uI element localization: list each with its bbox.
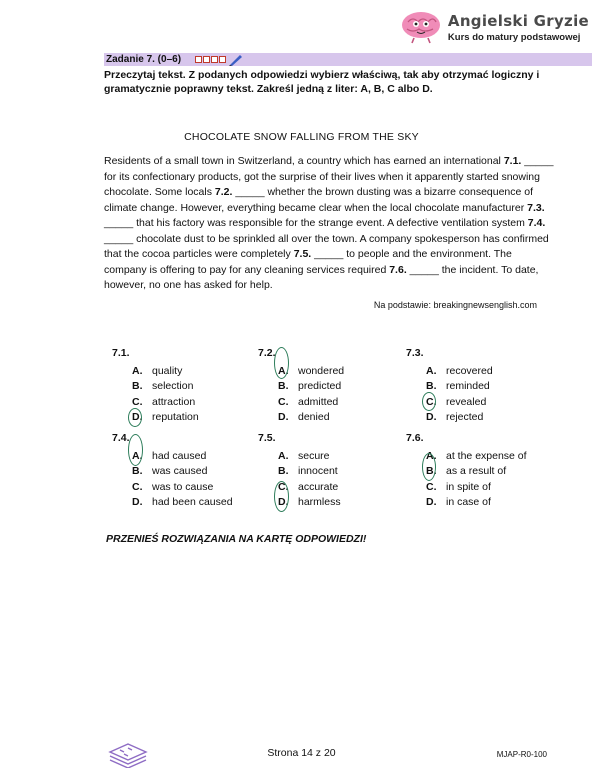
brand-title: Angielski Gryzie [447,11,589,30]
option-d[interactable]: D. in case of [426,496,491,509]
question-number: 7.1. [112,347,130,359]
gap-7-3: 7.3. [527,201,545,214]
option-b[interactable]: B. predicted [278,380,342,393]
text-title: CHOCOLATE SNOW FALLING FROM THE SKY [184,131,419,143]
reading-passage: Residents of a small town in Switzerland, a country which has earned an international 7.1. _____ for its confectionary products, got the surprise of their lives when it apparently started snowing chocolate. Some locals 7.2. _____ whether the brown dusting was a bizarre consequence of climate change. However, everything became clear when the local chocolate manufacturer 7.3. _____ that his factory was responsible for the strange event. A defective ventilation system 7.4. _____ chocolate dust to be sprinkled all over the town. A company spokesperson has confirmed that the cocoa particles were completely 7.5. _____ to people and the environment. The company is offering to pay for any cleaning services required 7.6. _____ the incident. To date, however, no one has asked for help. [104,155,554,291]
option-b[interactable]: B. reminded [426,380,490,393]
question-number: 7.2. [258,347,276,359]
question-number: 7.5. [258,432,276,444]
answer-circle [128,434,143,466]
option-a[interactable]: A. at the expense of [426,449,527,462]
score-boxes [195,56,226,63]
page-number: Strona 14 z 20 [267,747,336,759]
gap-7-2: 7.2. [214,186,233,198]
option-d[interactable]: D. denied [278,411,330,424]
option-a[interactable]: A. secure [278,449,330,462]
option-a[interactable]: A. quality [132,364,183,377]
answer-circle [422,392,436,411]
brand-subtitle: Kurs do matury podstawowej [447,31,581,43]
option-b[interactable]: B. was caused [132,465,208,478]
brain-logo-icon [400,10,442,44]
task-instruction: Przeczytaj tekst. Z podanych odpowiedzi wybierz właściwą, tak aby otrzymać logiczny i gramatycznie poprawny tekst. Zakreśl jedną z liter: A, B, C albo D. [104,69,540,95]
question-7-3 [406,347,493,425]
option-a[interactable]: A. had caused [112,448,233,464]
gap-7-5: 7.5. [293,248,312,260]
gap-7-6: 7.6. [389,263,407,276]
option-c[interactable]: C. attraction [132,395,196,408]
option-c[interactable]: C. admitted [278,395,339,408]
gap-7-1: 7.1. [503,155,522,167]
option-d[interactable]: D. harmless [258,495,341,511]
task-label: Zadanie 7. (0–6) [106,54,182,65]
question-number: 7.3. [406,347,424,359]
answer-circle [128,408,142,427]
option-c[interactable]: C. in spite of [426,480,491,493]
question-7-4 [112,432,233,510]
question-7-5 [258,432,341,510]
question-7-2 [258,347,344,425]
answer-circle [422,453,436,481]
option-c[interactable]: C. accurate [278,480,339,493]
option-a[interactable]: A. recovered [426,364,493,377]
answer-circle [274,347,289,379]
option-d[interactable]: D. had been caused [132,496,233,509]
question-number: 7.6. [406,432,424,444]
option-a[interactable]: A. wondered [258,363,344,379]
gap-7-4: 7.4. [527,217,546,229]
option-c[interactable]: C. revealed [406,394,493,410]
question-7-1 [112,347,199,425]
task-bar [104,53,592,66]
option-c[interactable]: C. was to cause [132,480,214,493]
brand-header [400,10,589,44]
source-note: Na podstawie: breakingnewsenglish.com [373,300,537,310]
option-b[interactable]: B. as a result of [406,464,527,480]
answer-circle [274,481,289,512]
option-b[interactable]: B. selection [132,380,194,393]
option-d[interactable]: D. reputation [112,410,199,426]
option-d[interactable]: D. rejected [426,411,484,424]
transfer-instruction: PRZENIEŚ ROZWIĄZANIA NA KARTĘ ODPOWIEDZI! [106,533,367,545]
question-7-6 [406,432,527,510]
question-number: 7.4. [112,432,130,444]
option-b[interactable]: B. innocent [278,465,338,478]
exam-code: MJAP-R0-100 [496,750,547,759]
pencil-icon [228,53,244,66]
